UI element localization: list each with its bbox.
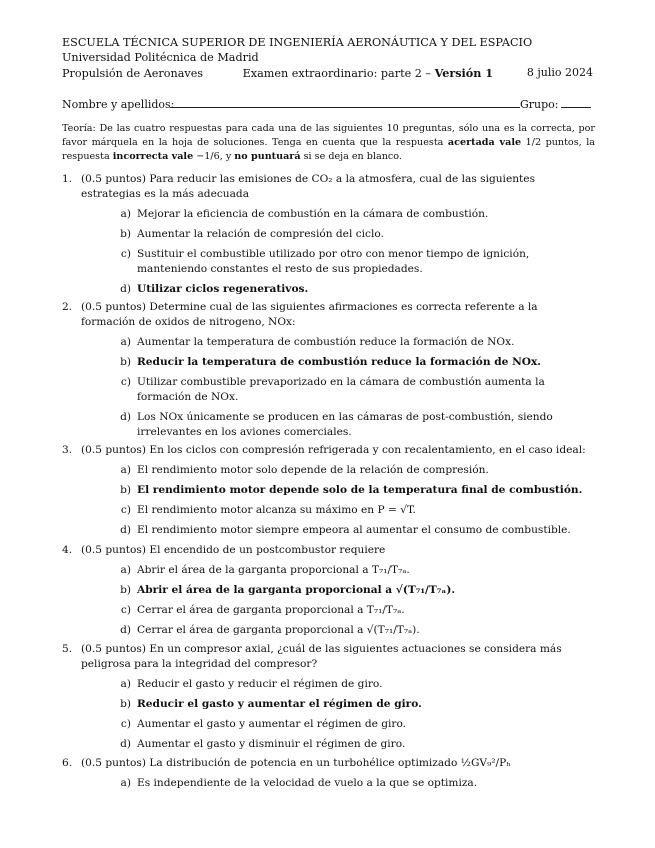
option-letter: a) bbox=[120, 678, 131, 690]
question-text: (0.5 puntos) Para reducir las emisiones de CO₂ a la atmosfera, cual de las siguientes estrategias es la más adecuada bbox=[81, 173, 536, 200]
option-letter: c) bbox=[120, 718, 131, 730]
question-text: (0.5 puntos) El encendido de un postcombustor requiere bbox=[81, 544, 386, 556]
instructions bbox=[62, 122, 595, 164]
option-b-correct[interactable] bbox=[113, 483, 595, 498]
option-letter: b) bbox=[120, 356, 131, 368]
question-text: (0.5 puntos) En un compresor axial, ¿cuál de las siguientes actuaciones se considera más peligrosa para la integridad del compresor? bbox=[81, 643, 562, 670]
question-5 bbox=[62, 642, 595, 757]
option-text: Cerrar el área de garganta proporcional a T₇₁/T₇ₐ. bbox=[137, 604, 405, 616]
option-c[interactable] bbox=[113, 603, 595, 618]
name-label: Nombre y apellidos: bbox=[62, 98, 175, 111]
intro-bold-correct: acertada vale bbox=[447, 137, 522, 148]
question-2 bbox=[62, 300, 595, 445]
option-a[interactable] bbox=[113, 463, 595, 478]
option-letter: b) bbox=[120, 584, 131, 596]
intro-bold-blank: no puntuará bbox=[234, 151, 301, 162]
option-text: Los NOx únicamente se producen en las cámaras de post-combustión, siendo irrelevantes en los aviones comerciales. bbox=[137, 411, 553, 438]
school-name: ESCUELA TÉCNICA SUPERIOR DE INGENIERÍA AERONÁUTICA Y DEL ESPACIO bbox=[62, 36, 533, 49]
intro-text-3: −1/6, y bbox=[193, 151, 235, 162]
intro-text-2: 1/2 puntos, la respuesta bbox=[62, 137, 595, 162]
question-number: 2. bbox=[62, 301, 73, 313]
option-letter: a) bbox=[120, 336, 131, 348]
option-text: Sustituir el combustible utilizado por otro con menor tiempo de ignición, manteniendo constantes el resto de sus propiedades. bbox=[137, 248, 530, 275]
question-4 bbox=[62, 543, 595, 643]
option-a[interactable] bbox=[113, 335, 595, 350]
option-letter: a) bbox=[120, 464, 131, 476]
option-text: Reducir la temperatura de combustión reduce la formación de NOx. bbox=[137, 356, 541, 368]
question-number: 4. bbox=[62, 544, 73, 556]
option-text: Utilizar ciclos regenerativos. bbox=[137, 283, 309, 295]
option-text: Aumentar la temperatura de combustión reduce la formación de NOx. bbox=[137, 336, 515, 348]
course-line bbox=[62, 66, 493, 80]
question-text: (0.5 puntos) La distribución de potencia en un turbohélice optimizado ½GV₉²/Pₕ bbox=[81, 757, 511, 769]
exam-title: Examen extraordinario: parte 2 – bbox=[242, 67, 432, 80]
option-d[interactable] bbox=[113, 410, 595, 440]
option-text: Mejorar la eficiencia de combustión en la cámara de combustión. bbox=[137, 208, 489, 220]
option-text: Utilizar combustible prevaporizado en la cámara de combustión aumenta la formación de NOx. bbox=[137, 376, 545, 403]
option-text: Abrir el área de la garganta proporcional a √(T₇₁/T₇ₐ). bbox=[137, 584, 456, 596]
option-letter: c) bbox=[120, 604, 131, 616]
option-d[interactable] bbox=[113, 737, 595, 752]
option-letter: b) bbox=[120, 228, 131, 240]
option-d[interactable] bbox=[113, 623, 595, 638]
option-c[interactable] bbox=[113, 375, 595, 405]
option-text: El rendimiento motor siempre empeora al aumentar el consumo de combustible. bbox=[137, 524, 571, 536]
option-text: Reducir el gasto y aumentar el régimen de giro. bbox=[137, 698, 422, 710]
option-letter: b) bbox=[120, 484, 131, 496]
option-text: Es independiente de la velocidad de vuelo a la que se optimiza. bbox=[137, 777, 478, 789]
option-c[interactable] bbox=[113, 503, 595, 518]
option-a[interactable] bbox=[113, 776, 595, 791]
option-b-correct[interactable] bbox=[113, 355, 595, 370]
university-name: Universidad Politécnica de Madrid bbox=[62, 51, 259, 64]
name-field[interactable] bbox=[170, 107, 520, 108]
option-d-correct[interactable] bbox=[113, 282, 595, 297]
option-text: Abrir el área de la garganta proporcional a T₇₁/T₇ₐ. bbox=[137, 564, 410, 576]
question-6 bbox=[62, 756, 595, 796]
option-text: El rendimiento motor alcanza su máximo en P = √T. bbox=[137, 504, 416, 516]
option-b-correct[interactable] bbox=[113, 697, 595, 712]
option-text: El rendimiento motor solo depende de la relación de compresión. bbox=[137, 464, 489, 476]
exam-date: 8 julio 2024 bbox=[526, 66, 593, 79]
option-text: El rendimiento motor depende solo de la temperatura final de combustión. bbox=[137, 484, 583, 496]
question-text: (0.5 puntos) En los ciclos con compresión refrigerada y con recalentamiento, en el caso ideal: bbox=[81, 444, 586, 456]
option-letter: d) bbox=[120, 524, 131, 536]
option-letter: a) bbox=[120, 564, 131, 576]
question-number: 1. bbox=[62, 173, 73, 185]
option-a[interactable] bbox=[113, 207, 595, 222]
option-letter: d) bbox=[120, 738, 131, 750]
question-text: (0.5 puntos) Determine cual de las siguientes afirmaciones es correcta referente a la formación de oxidos de nitrogeno, NOx: bbox=[81, 301, 538, 328]
intro-bold-incorrect: incorrecta vale bbox=[112, 151, 194, 162]
option-c[interactable] bbox=[113, 717, 595, 732]
option-letter: d) bbox=[120, 624, 131, 636]
question-number: 5. bbox=[62, 643, 73, 655]
intro-text-4: si se deja en blanco. bbox=[300, 151, 402, 162]
intro-text-1: Teoría: De las cuatro respuestas para cada una de las siguientes 10 preguntas, sólo una es la correcta, por favor márquela en la hoja de soluciones. Tenga en cuenta que la respuesta bbox=[62, 123, 595, 148]
option-letter: b) bbox=[120, 698, 131, 710]
option-letter: d) bbox=[120, 283, 131, 295]
option-text: Aumentar el gasto y aumentar el régimen de giro. bbox=[137, 718, 407, 730]
option-text: Aumentar la relación de compresión del ciclo. bbox=[137, 228, 384, 240]
option-a[interactable] bbox=[113, 677, 595, 692]
option-d[interactable] bbox=[113, 523, 595, 538]
group-label: Grupo: bbox=[520, 98, 559, 111]
option-text: Reducir el gasto y reducir el régimen de giro. bbox=[137, 678, 383, 690]
option-b[interactable] bbox=[113, 227, 595, 242]
question-1 bbox=[62, 172, 595, 302]
option-b-correct[interactable] bbox=[113, 583, 595, 598]
option-letter: a) bbox=[120, 777, 131, 789]
option-text: Aumentar el gasto y disminuir el régimen de giro. bbox=[137, 738, 406, 750]
option-letter: c) bbox=[120, 248, 131, 260]
option-c[interactable] bbox=[113, 247, 595, 277]
option-letter: c) bbox=[120, 504, 131, 516]
option-letter: c) bbox=[120, 376, 131, 388]
option-text: Cerrar el área de garganta proporcional a √(T₇₁/T₇ₐ). bbox=[137, 624, 420, 636]
option-letter: a) bbox=[120, 208, 131, 220]
option-letter: d) bbox=[120, 411, 131, 423]
question-number: 6. bbox=[62, 757, 73, 769]
group-field[interactable] bbox=[561, 107, 591, 108]
option-a[interactable] bbox=[113, 563, 595, 578]
question-3 bbox=[62, 443, 595, 543]
question-number: 3. bbox=[62, 444, 73, 456]
exam-version: Versión 1 bbox=[434, 66, 494, 80]
course-name: Propulsión de Aeronaves bbox=[62, 67, 204, 80]
